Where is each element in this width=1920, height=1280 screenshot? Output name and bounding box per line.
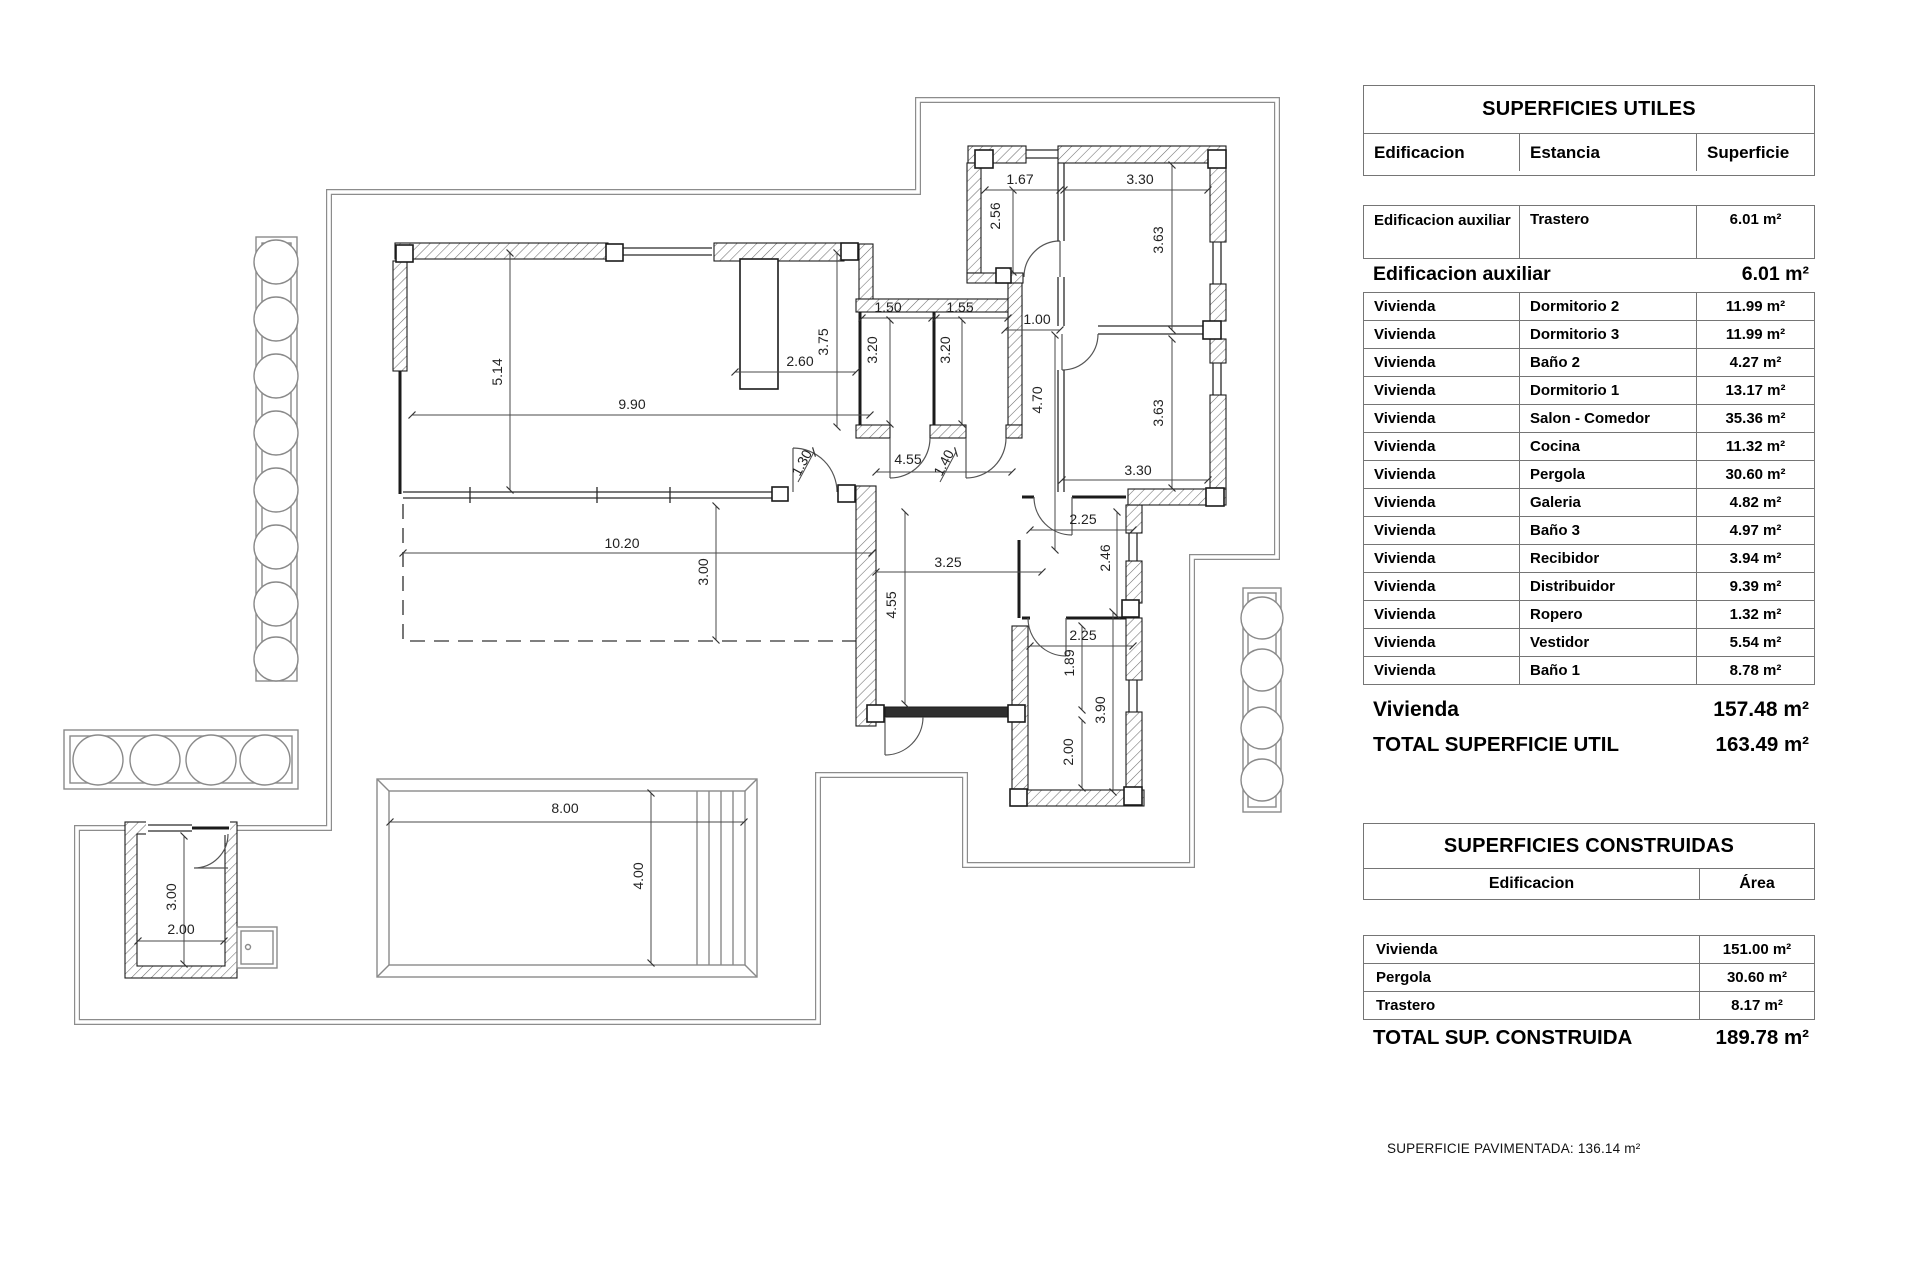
cell-edificacion: Vivienda: [1374, 662, 1436, 679]
cell-superficie: 4.97 m²: [1696, 517, 1814, 544]
cell-edificacion: Vivienda: [1374, 522, 1436, 539]
cell-estancia: Baño 2: [1519, 349, 1696, 376]
dim-label: 9.90: [618, 396, 646, 412]
pavimentada-footnote: SUPERFICIE PAVIMENTADA: 136.14 m²: [1387, 1141, 1641, 1156]
superficies-utiles-header-box: [1363, 85, 1815, 176]
dim-label: 2.00: [1060, 738, 1076, 766]
dim-label: 3.20: [937, 336, 953, 364]
dim-label: 3.00: [163, 883, 179, 911]
right-planter: [1241, 588, 1283, 812]
cell-edificacion: Vivienda: [1374, 606, 1436, 623]
table-row: [1364, 544, 1814, 572]
total-label: TOTAL SUP. CONSTRUIDA: [1373, 1026, 1633, 1049]
cell-superficie: 35.36 m²: [1696, 405, 1814, 432]
dim-label: 1.40: [930, 446, 958, 479]
dim-label: 2.46: [1097, 544, 1113, 572]
aux-building: [125, 821, 277, 978]
dim-label: 2.25: [1069, 511, 1097, 527]
superficies-construidas-header-box: [1363, 823, 1815, 900]
col-header-edificacion: Edificacion: [1374, 143, 1465, 162]
cell-edificacion: Vivienda: [1374, 354, 1436, 371]
superficies-construidas-title: SUPERFICIES CONSTRUIDAS: [1443, 834, 1735, 857]
table-row: [1364, 488, 1814, 516]
col-header-superficie: Superficie: [1696, 134, 1814, 171]
total-sup-construida-row: [1363, 1026, 1815, 1050]
table-row: [1364, 432, 1814, 460]
total-superficie-util-row: [1363, 733, 1815, 757]
dim-label: 3.00: [695, 558, 711, 586]
dim-label: 3.63: [1150, 226, 1166, 254]
cell-superficie: 11.99 m²: [1696, 321, 1814, 348]
dim-label: 2.00: [167, 921, 195, 937]
superficies-utiles-column-headers: [1364, 133, 1814, 171]
dim-label: 3.30: [1124, 462, 1152, 478]
cell-estancia: Trastero: [1519, 206, 1696, 258]
total-label: TOTAL SUPERFICIE UTIL: [1373, 733, 1620, 756]
col-header-estancia: Estancia: [1519, 134, 1696, 171]
dim-label: 1.67: [1006, 171, 1034, 187]
dim-label: 3.30: [1126, 171, 1154, 187]
cell-edificacion: Edificacion auxiliar: [1374, 212, 1511, 229]
cell-estancia: Dormitorio 3: [1519, 321, 1696, 348]
cell-edificacion: Vivienda: [1376, 941, 1438, 958]
dim-label: 1.55: [946, 299, 974, 315]
cell-edificacion: Pergola: [1376, 969, 1432, 986]
cell-estancia: Baño 1: [1519, 657, 1696, 684]
cell-edificacion: Vivienda: [1374, 494, 1436, 511]
cell-estancia: Galeria: [1519, 489, 1696, 516]
col-header-edificacion: Edificacion: [1488, 875, 1575, 892]
dim-label: 3.63: [1150, 399, 1166, 427]
dim-label: 2.56: [987, 202, 1003, 230]
superficies-construidas-rows: [1363, 935, 1815, 1020]
subtotal-value: 157.48 m²: [1713, 698, 1809, 721]
dim-label: 3.75: [815, 328, 831, 356]
table-row: [1364, 404, 1814, 432]
cell-estancia: Vestidor: [1519, 629, 1696, 656]
table-row: [1364, 656, 1814, 684]
table-row: [1364, 460, 1814, 488]
cell-area: 8.17 m²: [1699, 992, 1814, 1019]
cell-edificacion: Vivienda: [1374, 634, 1436, 651]
table-row: [1364, 572, 1814, 600]
cell-superficie: 13.17 m²: [1696, 377, 1814, 404]
cell-superficie: 3.94 m²: [1696, 545, 1814, 572]
dim-label: 4.00: [630, 862, 646, 890]
cell-superficie: 4.82 m²: [1696, 489, 1814, 516]
table-row: [1364, 628, 1814, 656]
dim-label: 1.50: [874, 299, 902, 315]
subtotal-label: Vivienda: [1373, 698, 1459, 721]
dimension-lines: [138, 165, 1208, 964]
cell-edificacion: Vivienda: [1374, 550, 1436, 567]
cell-superficie: 11.99 m²: [1696, 293, 1814, 320]
table-row: [1364, 348, 1814, 376]
table-row: [1364, 600, 1814, 628]
dim-label: 1.89: [1061, 649, 1077, 677]
total-value: 163.49 m²: [1715, 733, 1809, 756]
table-row: [1364, 376, 1814, 404]
cell-edificacion: Trastero: [1376, 997, 1436, 1014]
dim-label: 3.90: [1092, 696, 1108, 724]
table-row: [1364, 963, 1814, 991]
cell-area: 151.00 m²: [1699, 936, 1814, 963]
pergola-outline: [403, 504, 856, 641]
subtotal-value: 6.01 m²: [1741, 263, 1809, 285]
cell-superficie: 11.32 m²: [1696, 433, 1814, 460]
dim-label: 3.25: [934, 554, 962, 570]
table-row: [1364, 293, 1814, 320]
total-value: 189.78 m²: [1715, 1026, 1809, 1049]
cell-superficie: 4.27 m²: [1696, 349, 1814, 376]
table-row: [1364, 991, 1814, 1019]
dim-label: 1.30: [788, 446, 816, 479]
cell-estancia: Dormitorio 1: [1519, 377, 1696, 404]
cell-superficie: 1.32 m²: [1696, 601, 1814, 628]
cell-estancia: Cocina: [1519, 433, 1696, 460]
cell-estancia: Salon - Comedor: [1519, 405, 1696, 432]
dim-label: 4.70: [1029, 386, 1045, 414]
aux-subtotal-row: [1363, 263, 1815, 286]
cell-edificacion: Vivienda: [1374, 578, 1436, 595]
cell-superficie: 9.39 m²: [1696, 573, 1814, 600]
dim-label: 3.20: [864, 336, 880, 364]
superficies-construidas-column-headers: [1364, 868, 1814, 899]
table-row: [1364, 320, 1814, 348]
cell-edificacion: Vivienda: [1374, 410, 1436, 427]
cell-edificacion: Vivienda: [1374, 298, 1436, 315]
col-header-area: Área: [1699, 869, 1814, 899]
cell-estancia: Baño 3: [1519, 517, 1696, 544]
cell-edificacion: Vivienda: [1374, 466, 1436, 483]
cell-estancia: Pergola: [1519, 461, 1696, 488]
cell-superficie: 5.54 m²: [1696, 629, 1814, 656]
superficies-utiles-title: SUPERFICIES UTILES: [1482, 98, 1696, 120]
table-row: [1364, 206, 1814, 258]
superficies-utiles-rows: [1363, 292, 1815, 685]
left-planter: [254, 237, 298, 681]
cell-edificacion: Vivienda: [1374, 326, 1436, 343]
cell-estancia: Recibidor: [1519, 545, 1696, 572]
dim-label: 5.14: [489, 358, 505, 386]
cell-estancia: Ropero: [1519, 601, 1696, 628]
dim-label: 4.55: [883, 591, 899, 619]
dim-label: 4.55: [894, 451, 922, 467]
dim-label: 2.60: [786, 353, 814, 369]
cell-area: 30.60 m²: [1699, 964, 1814, 991]
table-row: [1364, 516, 1814, 544]
vivienda-subtotal-row: [1363, 698, 1815, 722]
table-row: [1364, 936, 1814, 963]
cell-estancia: Distribuidor: [1519, 573, 1696, 600]
aux-row-box: [1363, 205, 1815, 259]
cell-estancia: Dormitorio 2: [1519, 293, 1696, 320]
dim-label: 2.25: [1069, 627, 1097, 643]
cell-superficie: 8.78 m²: [1696, 657, 1814, 684]
cell-superficie: 6.01 m²: [1696, 206, 1814, 258]
cell-edificacion: Vivienda: [1374, 382, 1436, 399]
dim-label: 10.20: [604, 535, 640, 551]
cell-superficie: 30.60 m²: [1696, 461, 1814, 488]
dim-label: 1.00: [1023, 311, 1051, 327]
subtotal-label: Edificacion auxiliar: [1373, 263, 1551, 285]
bottom-planter: [64, 730, 298, 789]
dim-label: 8.00: [551, 800, 579, 816]
cell-edificacion: Vivienda: [1374, 438, 1436, 455]
